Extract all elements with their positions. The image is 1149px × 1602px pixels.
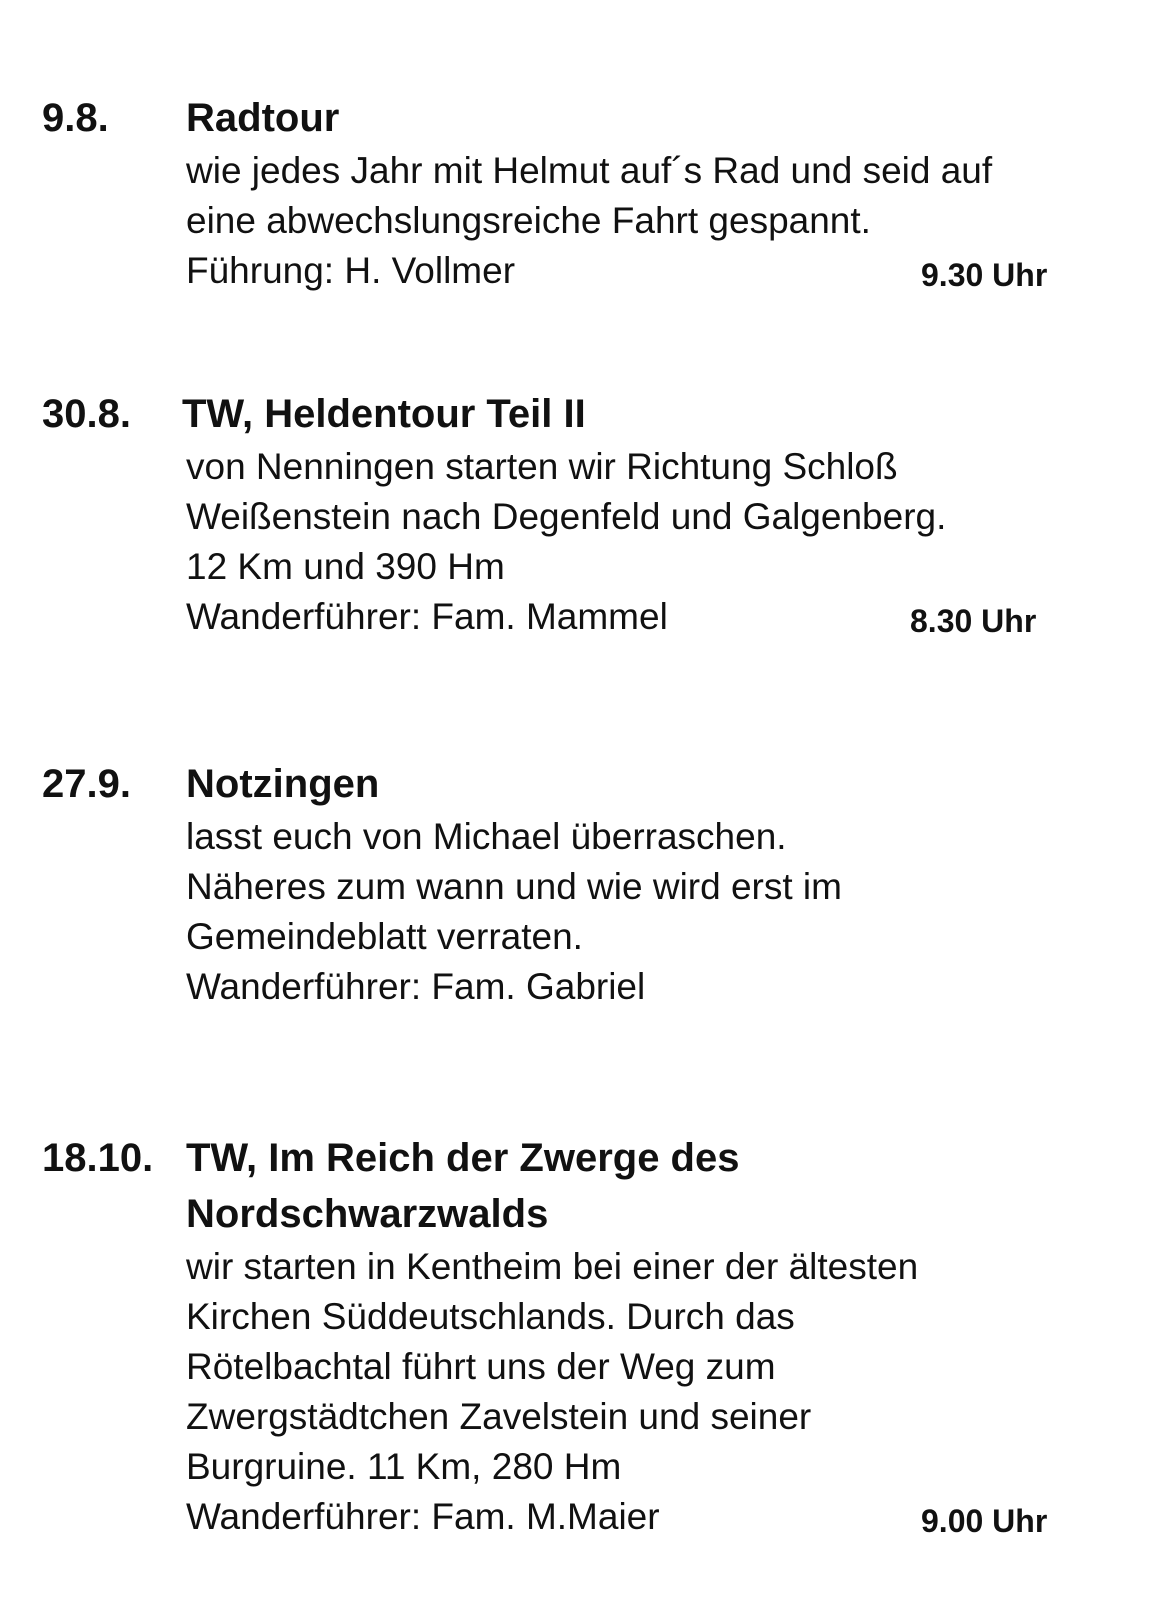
event-leader: Führung: H. Vollmer [186,250,516,291]
event-description-line: von Nenningen starten wir Richtung Schloß [186,446,898,487]
event-title: TW, Heldentour Teil II [182,392,586,436]
event-date: 27.9. [42,762,131,806]
event-description-line: Zwergstädtchen Zavelstein und seiner [186,1396,812,1437]
event-description-line: Kirchen Süddeutschlands. Durch das [186,1296,795,1337]
event-description-line: wir starten in Kentheim bei einer der ältesten [186,1246,919,1287]
event-description-line: Rötelbachtal führt uns der Weg zum [186,1346,776,1387]
event-leader-row [186,246,1086,296]
event-body [186,756,1086,1012]
event-time: 8.30 Uhr [910,603,1037,639]
event-description-line: 12 Km und 390 Hm [186,546,505,587]
event-leader: Wanderführer: Fam. Gabriel [186,966,646,1007]
event-description-line: Näheres zum wann und wie wird erst im [186,866,842,907]
event-title: Notzingen [186,762,380,806]
event-description-line: lasst euch von Michael überraschen. [186,816,787,857]
event-date: 18.10. [42,1136,154,1180]
event-body [186,90,1086,296]
event-title: TW, Im Reich der Zwerge des [186,1136,740,1180]
event-body [182,386,1082,442]
event-time: 9.00 Uhr [921,1503,1048,1539]
event-description-line: Weißenstein nach Degenfeld und Galgenberg. [186,496,947,537]
event-leader-row [186,592,1086,642]
event-date: 9.8. [42,96,109,140]
event-leader: Wanderführer: Fam. M.Maier [186,1496,660,1537]
event-description-line: eine abwechslungsreiche Fahrt gespannt. [186,200,871,241]
event-description-line: Gemeindeblatt verraten. [186,916,583,957]
event-leader-row [186,962,1086,1012]
event-description-line: wie jedes Jahr mit Helmut auf´s Rad und seid auf [186,150,993,191]
event-body [186,1130,1086,1542]
event-title: Radtour [186,96,340,140]
event-time: 9.30 Uhr [921,257,1048,293]
event-leader-row [186,1492,1086,1542]
event-title-continued: Nordschwarzwalds [186,1192,549,1236]
event-body-text [186,442,1086,642]
event-description-line: Burgruine. 11 Km, 280 Hm [186,1446,622,1487]
event-leader: Wanderführer: Fam. Mammel [186,596,668,637]
event-date: 30.8. [42,392,131,436]
